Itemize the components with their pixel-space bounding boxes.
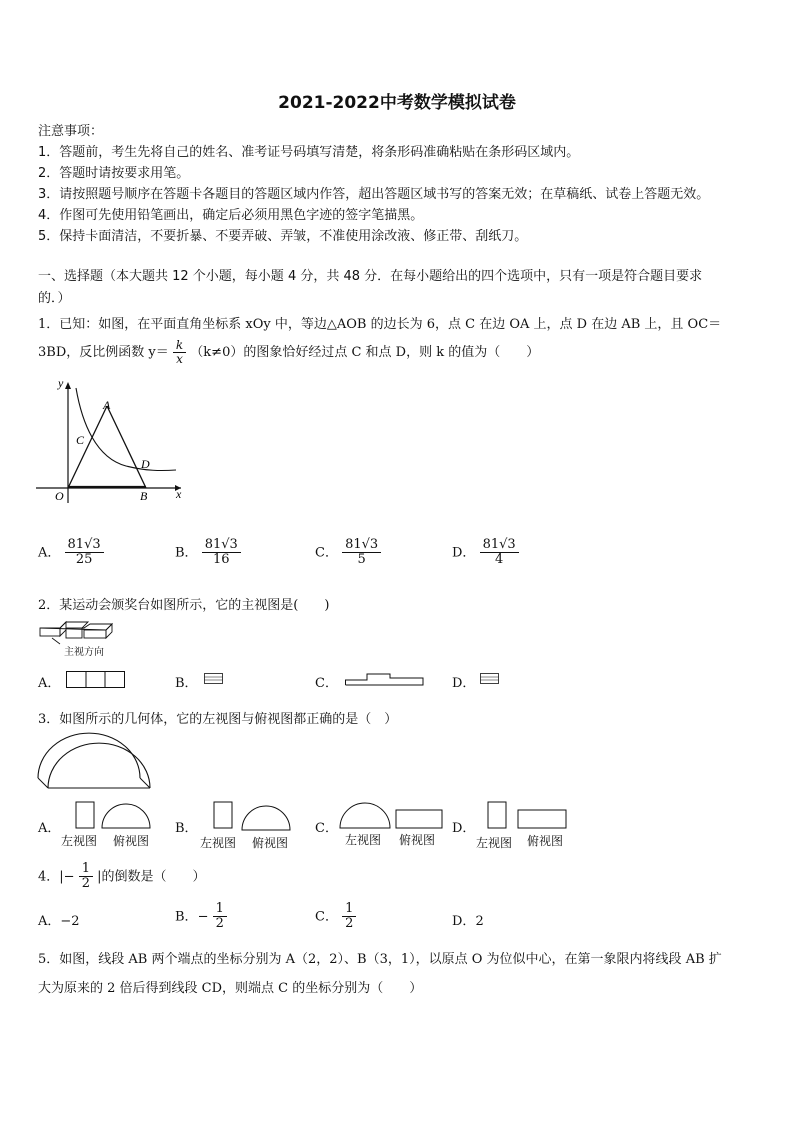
left-view-label: 左视图 [476,836,513,850]
fraction-denominator: 2 [81,876,90,892]
label-d: D [141,457,150,471]
option-letter: B． [175,676,198,691]
q1-text-part: 3BD，反比例函数 y＝ [38,345,169,361]
q1-coordinate-figure [36,378,196,503]
fraction-denominator: 2 [215,916,224,932]
option-fraction [480,538,519,568]
q3-option-a [38,817,60,836]
q5-text-line1: 5．如图，线段 AB 两个端点的坐标分别为 A（2，2）、B（3，1），以原点 O 为位似中心，在第一象限内将线段 AB 扩 [38,952,722,967]
q4-option-c [315,902,356,932]
y-axis-arrow [65,382,71,389]
option-fraction [342,902,356,932]
section-heading-line1: 一、选择题（本大题共 12 个小题，每小题 4 分，共 48 分．在每小题给出的四个选项中，只有一项是符合题目要求 [38,269,703,284]
option-letter: C． [315,909,338,925]
option-value: 2 [475,914,484,929]
fraction-denominator: 5 [357,552,366,568]
q1-option-c [315,538,381,568]
fraction-numerator: 81√3 [480,538,519,553]
q1-text-line1: 1．已知：如图，在平面直角坐标系 xOy 中，等边△AOB 的边长为 6，点 C 在边 OA 上，点 D 在边 AB 上，且 OC＝ [38,317,722,332]
label-b: B [140,489,148,503]
option-letter: C． [315,821,338,836]
q4-option-b [175,902,227,932]
option-fraction [342,538,381,568]
fraction-numerator: 1 [213,902,227,917]
q1-option-a [38,538,104,568]
fraction-denominator: 4 [494,552,504,568]
label-c: C [76,433,85,447]
left-view-label: 左视图 [345,833,382,847]
segment-oa [68,406,107,488]
notice-item: 2．答题时请按要求用笔。 [38,166,190,181]
option-fraction [213,902,227,932]
top-view-label: 俯视图 [399,833,436,847]
q3-option-d-figure [486,800,576,832]
left-view-label: 左视图 [200,836,237,850]
top-view-label: 俯视图 [527,834,564,848]
q1-option-b [175,538,241,568]
notice-item: 5．保持卡面清洁，不要折暴、不要弄破、弄皱，不准使用涂改液、修正带、刮纸刀。 [38,229,528,244]
q2-option-c [315,672,338,691]
fraction-numerator: 81√3 [342,538,381,553]
notice-heading: 注意事项： [38,124,104,139]
option-letter: C． [315,676,338,691]
fraction-numerator: 81√3 [65,538,104,553]
fraction-numerator: 1 [342,902,356,917]
option-letter: D． [452,676,476,691]
option-letter: B． [175,821,198,836]
label-o: O [55,489,64,503]
q4-text [38,862,206,892]
notice-item: 1．答题前，考生先将自己的姓名、准考证号码填写清楚，将条形码准确粘贴在条形码区域内。 [38,145,580,160]
q2-view-direction-caption: 主视方向 [64,647,104,658]
label-y: y [58,376,64,390]
option-letter: D． [452,821,476,836]
page-title: 2021-2022中考数学模拟试卷 [278,93,516,113]
q3-option-b [175,817,198,836]
q2-option-b-figure [204,673,224,685]
hyperbola-curve [76,388,176,471]
notice-item: 3．请按照题号顺序在答题卡各题目的答题区域内作答，超出答题区域书写的答案无效；在草稿纸、试卷上答题无效。 [38,187,710,202]
section-heading-line2: 的．） [38,291,71,306]
q3-option-a-figure [74,800,164,830]
q3-option-c-figure [338,800,448,830]
q1-option-d [452,538,519,568]
q2-option-c-figure [345,672,425,686]
fraction-numerator: 1 [79,862,93,877]
option-letter: D． [452,545,476,561]
label-x: x [176,487,182,501]
option-letter: C． [315,545,338,561]
option-sign: − [197,909,209,925]
fraction-numerator: k [173,339,186,353]
q1-text-line2 [38,339,539,366]
q1-text-part: （k≠0）的图象恰好经过点 C 和点 D，则 k 的值为（ ） [190,345,540,361]
q2-option-d [452,672,475,691]
q3-text: 3．如图所示的几何体，它的左视图与俯视图都正确的是（ ） [38,712,398,727]
notice-item: 4．作图可先使用铅笔画出，确定后必须用黑色字迹的签字笔描黑。 [38,208,424,223]
q1-fraction [173,339,186,366]
q2-text: 2．某运动会颁奖台如图所示，它的主视图是( ) [38,598,330,613]
q4-option-d [452,910,484,929]
fraction-denominator: x [176,352,183,367]
option-letter: B． [175,545,198,561]
q2-option-a [38,672,60,691]
fraction-denominator: 2 [345,916,354,932]
top-view-label: 俯视图 [252,836,289,850]
option-letter: A． [38,545,61,561]
q2-option-a-figure [66,671,126,689]
option-letter: D． [452,914,476,929]
q2-option-d-figure [480,673,500,685]
segment-ab [107,406,146,488]
left-view-label: 左视图 [61,834,98,848]
q4-option-a [38,910,80,929]
option-letter: A． [38,821,61,836]
q4-fraction [79,862,93,892]
option-letter: A． [38,914,61,929]
label-a: A [103,398,111,412]
option-fraction [65,538,104,568]
q3-option-d [452,817,475,836]
q3-option-b-figure [212,800,302,832]
q5-text-line2: 大为原来的 2 倍后得到线段 CD，则端点 C 的坐标分别为（ ） [38,981,423,996]
option-value: −2 [60,914,80,929]
fraction-denominator: 16 [212,552,230,568]
q3-option-c [315,817,338,836]
fraction-denominator: 25 [75,552,93,568]
top-view-label: 俯视图 [113,834,150,848]
q4-text-part: 4．|− [38,869,75,885]
option-letter: A． [38,676,61,691]
q3-solid-figure [36,730,156,790]
fraction-numerator: 81√3 [202,538,241,553]
q4-text-part: |的倒数是（ ） [97,869,206,885]
option-fraction [202,538,241,568]
q2-option-b [175,672,198,691]
option-letter: B． [175,909,198,925]
